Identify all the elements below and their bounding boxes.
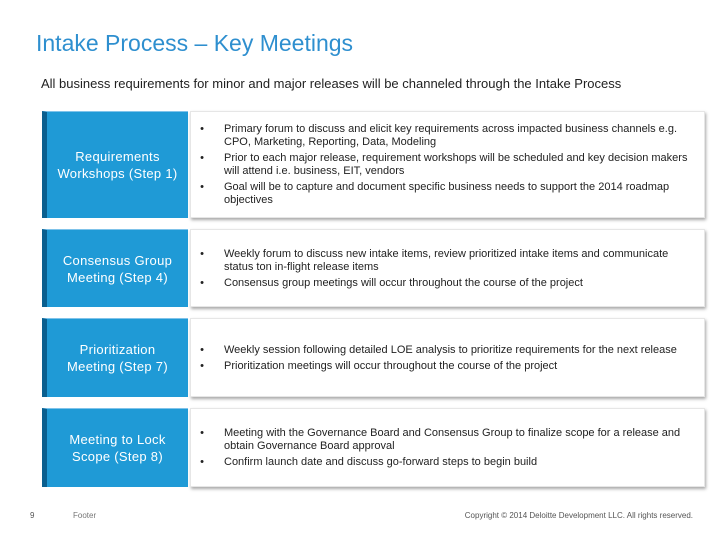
- bullet-list: [198, 344, 693, 376]
- bullet-marker: •: [200, 247, 204, 260]
- bullet-marker: •: [200, 427, 204, 439]
- bullet-item: [198, 344, 693, 357]
- bullet-text: Weekly forum to discuss new intake items, review prioritized intake items and communicate status ton in-flight release items: [224, 247, 669, 273]
- bullet-text: Consensus group meetings will occur throughout the course of the project: [224, 276, 583, 289]
- page-number: 9: [30, 511, 35, 520]
- bullet-marker: •: [200, 359, 204, 372]
- bullet-marker: •: [200, 276, 204, 289]
- meeting-row-prioritization: [42, 318, 705, 397]
- meeting-details: [190, 408, 705, 487]
- bullet-text: Prioritization meetings will occur throughout the course of the project: [224, 359, 558, 372]
- slide-subtitle: All business requirements for minor and major releases will be channeled through the Intake Process: [41, 76, 622, 91]
- bullet-item: [198, 181, 693, 207]
- bullet-list: [198, 427, 693, 472]
- bullet-item: [198, 152, 693, 178]
- bullet-item: [198, 123, 693, 149]
- bullet-list: [198, 123, 693, 210]
- bullet-text: Confirm launch date and discuss go-forward steps to begin build: [224, 456, 538, 468]
- meeting-details: [190, 318, 705, 397]
- slide-title: Intake Process – Key Meetings: [36, 30, 354, 56]
- bullet-text: Meeting with the Governance Board and Consensus Group to finalize scope for a release and obtain Governance Board approval: [224, 427, 681, 452]
- step-label-box: Meeting to Lock Scope (Step 8): [42, 408, 188, 487]
- bullet-text: Primary forum to discuss and elicit key requirements across impacted business channels e.g. CPO, Marketing, Reporting, Data, Modeling: [224, 123, 678, 148]
- bullet-text: Weekly session following detailed LOE analysis to prioritize requirements for the next release: [224, 343, 677, 356]
- copyright-notice: Copyright © 2014 Deloitte Development LLC. All rights reserved.: [464, 511, 693, 520]
- meeting-row-consensus-group: [42, 229, 705, 307]
- bullet-marker: •: [200, 152, 204, 164]
- bullet-text: Goal will be to capture and document specific business needs to support the 2014 roadmap objectives: [224, 181, 670, 206]
- bullet-item: [198, 456, 693, 469]
- bullet-marker: •: [200, 456, 204, 468]
- bullet-marker: •: [200, 123, 204, 135]
- step-label-box: Consensus Group Meeting (Step 4): [42, 229, 188, 307]
- bullet-item: [198, 360, 693, 373]
- bullet-list: [198, 248, 693, 293]
- step-label-box: Prioritization Meeting (Step 7): [42, 318, 188, 397]
- meeting-details: [190, 229, 705, 307]
- footer-label: Footer: [73, 511, 97, 520]
- bullet-item: [198, 277, 693, 290]
- meeting-details: [190, 111, 705, 218]
- bullet-item: [198, 427, 693, 453]
- step-label-box: Requirements Workshops (Step 1): [42, 111, 188, 218]
- bullet-item: [198, 248, 693, 274]
- meeting-row-requirements-workshops: [42, 111, 705, 218]
- bullet-marker: •: [200, 343, 204, 356]
- bullet-marker: •: [200, 181, 204, 193]
- bullet-text: Prior to each major release, requirement workshops will be scheduled and key decision makers will attend i.e. business, EIT, vendors: [224, 152, 688, 177]
- meeting-row-lock-scope: [42, 408, 705, 487]
